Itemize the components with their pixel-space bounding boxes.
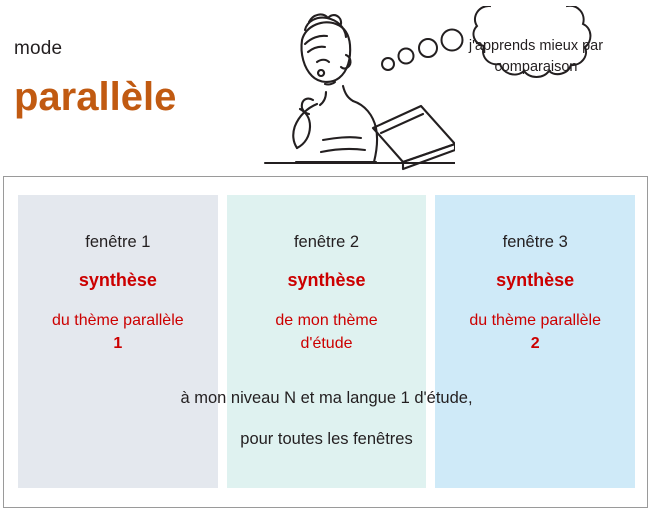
mode-label: mode	[14, 38, 63, 59]
window-title-2: fenêtre 2	[293, 233, 360, 251]
footer-line-1: à mon niveau N et ma langue 1 d'étude,	[180, 389, 473, 407]
window-subtitle-2-line2: d'étude	[300, 335, 353, 353]
windows-panel	[3, 176, 648, 508]
window-subtitle-2	[227, 309, 427, 355]
window-synthesis-label-3: synthèse	[496, 270, 575, 290]
window-subtitle-3-line1: du thème parallèle	[469, 312, 601, 329]
page-title: parallèle	[14, 75, 177, 119]
window-subtitle-3-line2: 2	[530, 335, 540, 353]
window-synthesis-label-1: synthèse	[78, 270, 157, 290]
thought-bubble	[380, 6, 642, 138]
window-subtitle-1-line2: 1	[113, 335, 123, 353]
window-subtitle-2-line1: de mon thème	[275, 312, 378, 329]
window-synthesis-label-2: synthèse	[287, 270, 366, 290]
window-title-3: fenêtre 3	[502, 233, 568, 251]
window-subtitle-1	[18, 309, 218, 355]
window-title-1: fenêtre 1	[85, 233, 151, 251]
header	[0, 0, 657, 172]
panel-footer	[4, 389, 649, 449]
footer-line-2: pour toutes les fenêtres	[240, 430, 413, 448]
thought-bubble-text: j'apprends mieux par comparaison	[468, 38, 604, 76]
window-subtitle-1-line1: du thème parallèle	[52, 312, 184, 329]
window-subtitle-3	[435, 309, 635, 355]
